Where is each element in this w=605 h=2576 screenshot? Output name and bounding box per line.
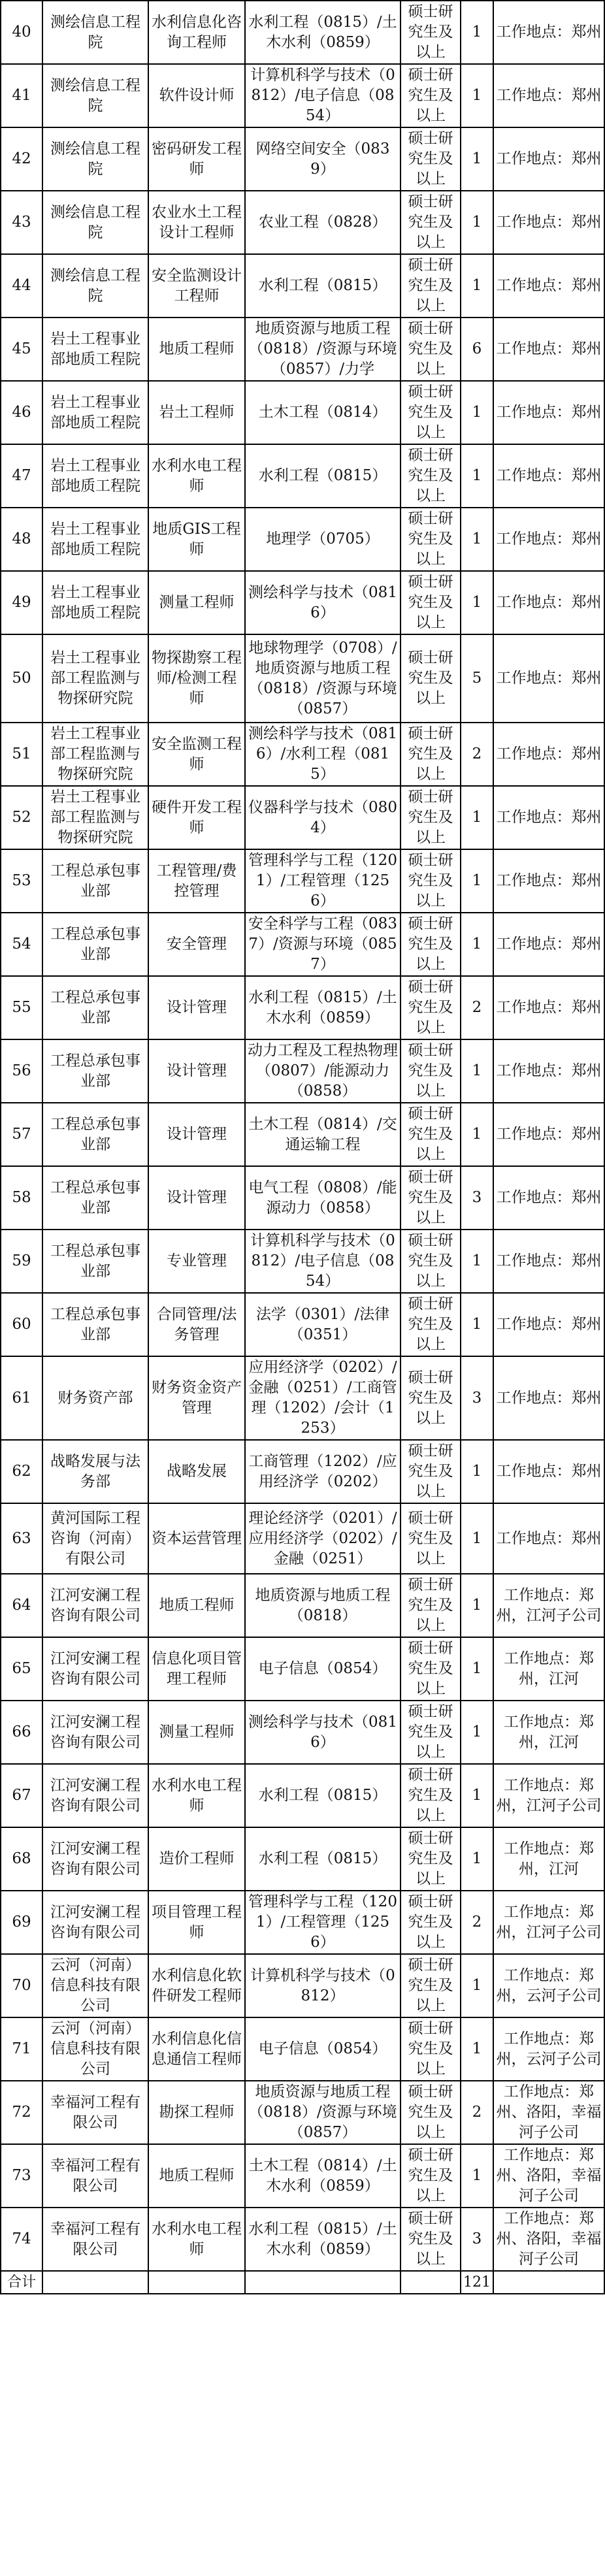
work-location-note: 工作地点：郑州、洛阳，幸福河子公司	[493, 2144, 604, 2208]
total-blank-cell	[401, 2271, 461, 2294]
headcount: 1	[461, 381, 493, 444]
work-location-note: 工作地点：郑州	[493, 571, 604, 634]
education-requirement: 硕士研究生及以上	[401, 318, 461, 381]
row-number: 40	[1, 1, 42, 64]
table-row	[1, 913, 604, 976]
headcount: 1	[461, 2017, 493, 2081]
work-location-note: 工作地点：郑州	[493, 723, 604, 786]
education-requirement: 硕士研究生及以上	[401, 444, 461, 508]
work-location-note: 工作地点：郑州	[493, 634, 604, 723]
unit-name: 江河安澜工程咨询有限公司	[42, 1574, 148, 1637]
unit-name: 幸福河工程有限公司	[42, 2081, 148, 2144]
post-name: 项目管理工程师	[148, 1891, 245, 1954]
major-requirement: 水利工程（0815）	[245, 1764, 401, 1827]
row-number: 68	[1, 1827, 42, 1891]
post-name: 地质工程师	[148, 318, 245, 381]
row-number: 49	[1, 571, 42, 634]
table-row	[1, 1356, 604, 1440]
table-row	[1, 2017, 604, 2081]
education-requirement: 硕士研究生及以上	[401, 634, 461, 723]
headcount: 1	[461, 1637, 493, 1701]
education-requirement: 硕士研究生及以上	[401, 2208, 461, 2271]
education-requirement: 硕士研究生及以上	[401, 913, 461, 976]
table-row	[1, 1, 604, 64]
work-location-note: 工作地点：郑州	[493, 318, 604, 381]
education-requirement: 硕士研究生及以上	[401, 1764, 461, 1827]
post-name: 硬件开发工程师	[148, 786, 245, 849]
headcount: 1	[461, 571, 493, 634]
unit-name: 云河（河南）信息科技有限公司	[42, 2017, 148, 2081]
table-row	[1, 1637, 604, 1701]
table-row	[1, 1954, 604, 2017]
row-number: 46	[1, 381, 42, 444]
major-requirement: 水利工程（0815）/土木水利（0859）	[245, 2208, 401, 2271]
major-requirement: 电气工程（0808）/能源动力（0858）	[245, 1166, 401, 1230]
major-requirement: 管理科学与工程（1201）/工程管理（1256）	[245, 849, 401, 913]
post-name: 物探勘察工程师/检测工程师	[148, 634, 245, 723]
row-number: 56	[1, 1039, 42, 1103]
post-name: 水利水电工程师	[148, 1764, 245, 1827]
work-location-note: 工作地点：郑州	[493, 444, 604, 508]
headcount: 1	[461, 1103, 493, 1166]
post-name: 资本运营管理	[148, 1503, 245, 1574]
row-number: 64	[1, 1574, 42, 1637]
work-location-note: 工作地点：郑州	[493, 1356, 604, 1440]
post-name: 测量工程师	[148, 1701, 245, 1764]
post-name: 安全管理	[148, 913, 245, 976]
work-location-note: 工作地点：郑州，江河	[493, 1637, 604, 1701]
unit-name: 岩土工程事业部工程监测与物探研究院	[42, 786, 148, 849]
unit-name: 岩土工程事业部工程监测与物探研究院	[42, 634, 148, 723]
work-location-note: 工作地点：郑州，江河	[493, 1827, 604, 1891]
post-name: 农业水土工程设计工程师	[148, 191, 245, 254]
total-blank-cell	[42, 2271, 148, 2294]
unit-name: 财务资产部	[42, 1356, 148, 1440]
total-label: 合计	[1, 2271, 42, 2294]
major-requirement: 水利工程（0815）	[245, 254, 401, 318]
headcount: 1	[461, 1827, 493, 1891]
education-requirement: 硕士研究生及以上	[401, 1891, 461, 1954]
work-location-note: 工作地点：郑州	[493, 1503, 604, 1574]
total-row	[1, 2271, 604, 2294]
education-requirement: 硕士研究生及以上	[401, 1103, 461, 1166]
headcount: 1	[461, 1503, 493, 1574]
unit-name: 工程总承包事业部	[42, 1103, 148, 1166]
major-requirement: 计算机科学与技术（0812）/电子信息（0854）	[245, 64, 401, 127]
education-requirement: 硕士研究生及以上	[401, 1230, 461, 1293]
major-requirement: 土木工程（0814）/土木水利（0859）	[245, 2144, 401, 2208]
major-requirement: 水利工程（0815）	[245, 1827, 401, 1891]
major-requirement: 水利工程（0815）/土木水利（0859）	[245, 1, 401, 64]
work-location-note: 工作地点：郑州	[493, 508, 604, 571]
headcount: 1	[461, 2144, 493, 2208]
row-number: 61	[1, 1356, 42, 1440]
headcount: 1	[461, 1954, 493, 2017]
work-location-note: 工作地点：郑州	[493, 1103, 604, 1166]
headcount: 2	[461, 976, 493, 1039]
work-location-note: 工作地点：郑州	[493, 976, 604, 1039]
education-requirement: 硕士研究生及以上	[401, 1166, 461, 1230]
headcount: 1	[461, 849, 493, 913]
unit-name: 江河安澜工程咨询有限公司	[42, 1891, 148, 1954]
table-row	[1, 444, 604, 508]
headcount: 1	[461, 1230, 493, 1293]
row-number: 57	[1, 1103, 42, 1166]
table-row	[1, 1503, 604, 1574]
education-requirement: 硕士研究生及以上	[401, 1827, 461, 1891]
unit-name: 岩土工程事业部工程监测与物探研究院	[42, 723, 148, 786]
work-location-note: 工作地点：郑州、洛阳，幸福河子公司	[493, 2208, 604, 2271]
unit-name: 幸福河工程有限公司	[42, 2208, 148, 2271]
work-location-note: 工作地点：郑州	[493, 127, 604, 191]
work-location-note: 工作地点：郑州	[493, 1440, 604, 1503]
unit-name: 工程总承包事业部	[42, 1166, 148, 1230]
post-name: 财务资金资产管理	[148, 1356, 245, 1440]
post-name: 安全监测设计工程师	[148, 254, 245, 318]
headcount: 1	[461, 913, 493, 976]
major-requirement: 测绘科学与技术（0816）/水利工程（0815）	[245, 723, 401, 786]
row-number: 62	[1, 1440, 42, 1503]
table-row	[1, 318, 604, 381]
headcount: 3	[461, 2208, 493, 2271]
work-location-note: 工作地点：郑州，江河子公司	[493, 1574, 604, 1637]
table-row	[1, 976, 604, 1039]
row-number: 41	[1, 64, 42, 127]
education-requirement: 硕士研究生及以上	[401, 1039, 461, 1103]
unit-name: 工程总承包事业部	[42, 1039, 148, 1103]
major-requirement: 水利工程（0815）/土木水利（0859）	[245, 976, 401, 1039]
post-name: 安全监测工程师	[148, 723, 245, 786]
post-name: 造价工程师	[148, 1827, 245, 1891]
post-name: 地质工程师	[148, 1574, 245, 1637]
headcount: 1	[461, 191, 493, 254]
table-row	[1, 1764, 604, 1827]
unit-name: 工程总承包事业部	[42, 849, 148, 913]
post-name: 专业管理	[148, 1230, 245, 1293]
row-number: 54	[1, 913, 42, 976]
table-row	[1, 64, 604, 127]
headcount: 1	[461, 1764, 493, 1827]
unit-name: 云河（河南）信息科技有限公司	[42, 1954, 148, 2017]
table-row	[1, 2144, 604, 2208]
major-requirement: 法学（0301）/法律（0351）	[245, 1293, 401, 1356]
work-location-note: 工作地点：郑州	[493, 254, 604, 318]
work-location-note: 工作地点：郑州	[493, 849, 604, 913]
total-blank-cell	[148, 2271, 245, 2294]
post-name: 水利水电工程师	[148, 444, 245, 508]
work-location-note: 工作地点：郑州	[493, 913, 604, 976]
education-requirement: 硕士研究生及以上	[401, 1293, 461, 1356]
education-requirement: 硕士研究生及以上	[401, 2081, 461, 2144]
major-requirement: 电子信息（0854）	[245, 2017, 401, 2081]
post-name: 工程管理/费控管理	[148, 849, 245, 913]
row-number: 51	[1, 723, 42, 786]
table-row	[1, 786, 604, 849]
table-row	[1, 571, 604, 634]
major-requirement: 理论经济学（0201）/应用经济学（0202）/金融（0251）	[245, 1503, 401, 1574]
unit-name: 幸福河工程有限公司	[42, 2144, 148, 2208]
unit-name: 岩土工程事业部地质工程院	[42, 381, 148, 444]
work-location-note: 工作地点：郑州，云河子公司	[493, 2017, 604, 2081]
post-name: 水利信息化咨询工程师	[148, 1, 245, 64]
row-number: 48	[1, 508, 42, 571]
major-requirement: 工商管理（1202）/应用经济学（0202）	[245, 1440, 401, 1503]
education-requirement: 硕士研究生及以上	[401, 1954, 461, 2017]
work-location-note: 工作地点：郑州	[493, 1230, 604, 1293]
major-requirement: 地质资源与地质工程（0818）	[245, 1574, 401, 1637]
post-name: 软件设计师	[148, 64, 245, 127]
row-number: 67	[1, 1764, 42, 1827]
post-name: 战略发展	[148, 1440, 245, 1503]
headcount: 1	[461, 1574, 493, 1637]
post-name: 设计管理	[148, 976, 245, 1039]
row-number: 50	[1, 634, 42, 723]
headcount: 1	[461, 254, 493, 318]
major-requirement: 动力工程及工程热物理（0807）/能源动力（0858）	[245, 1039, 401, 1103]
post-name: 水利信息化信息通信工程师	[148, 2017, 245, 2081]
unit-name: 测绘信息工程院	[42, 191, 148, 254]
major-requirement: 水利工程（0815）	[245, 444, 401, 508]
table-row	[1, 254, 604, 318]
total-count: 121	[461, 2271, 493, 2294]
row-number: 45	[1, 318, 42, 381]
major-requirement: 地质资源与地质工程（0818）/资源与环境（0857）/力学	[245, 318, 401, 381]
table-row	[1, 1039, 604, 1103]
education-requirement: 硕士研究生及以上	[401, 64, 461, 127]
work-location-note: 工作地点：郑州	[493, 381, 604, 444]
row-number: 52	[1, 786, 42, 849]
post-name: 信息化项目管理工程师	[148, 1637, 245, 1701]
table-row	[1, 723, 604, 786]
headcount: 1	[461, 1039, 493, 1103]
major-requirement: 网络空间安全（0839）	[245, 127, 401, 191]
education-requirement: 硕士研究生及以上	[401, 508, 461, 571]
major-requirement: 地理学（0705）	[245, 508, 401, 571]
headcount: 1	[461, 444, 493, 508]
post-name: 勘探工程师	[148, 2081, 245, 2144]
post-name: 地质GIS工程师	[148, 508, 245, 571]
row-number: 55	[1, 976, 42, 1039]
education-requirement: 硕士研究生及以上	[401, 254, 461, 318]
work-location-note: 工作地点：郑州	[493, 1, 604, 64]
table-body	[1, 1, 604, 2294]
headcount: 2	[461, 2081, 493, 2144]
table-row	[1, 2081, 604, 2144]
major-requirement: 应用经济学（0202）/金融（0251）/工商管理（1202）/会计（1253）	[245, 1356, 401, 1440]
table-row	[1, 1103, 604, 1166]
row-number: 63	[1, 1503, 42, 1574]
education-requirement: 硕士研究生及以上	[401, 1701, 461, 1764]
row-number: 42	[1, 127, 42, 191]
unit-name: 工程总承包事业部	[42, 976, 148, 1039]
table-row	[1, 1293, 604, 1356]
unit-name: 战略发展与法务部	[42, 1440, 148, 1503]
education-requirement: 硕士研究生及以上	[401, 1, 461, 64]
headcount: 1	[461, 508, 493, 571]
work-location-note: 工作地点：郑州	[493, 1039, 604, 1103]
row-number: 59	[1, 1230, 42, 1293]
row-number: 73	[1, 2144, 42, 2208]
headcount: 5	[461, 634, 493, 723]
unit-name: 测绘信息工程院	[42, 254, 148, 318]
row-number: 74	[1, 2208, 42, 2271]
major-requirement: 地球物理学（0708）/地质资源与地质工程（0818）/资源与环境（0857）	[245, 634, 401, 723]
major-requirement: 测绘科学与技术（0816）	[245, 1701, 401, 1764]
total-blank-cell	[245, 2271, 401, 2294]
major-requirement: 电子信息（0854）	[245, 1637, 401, 1701]
headcount: 1	[461, 1293, 493, 1356]
table-row	[1, 849, 604, 913]
work-location-note: 工作地点：郑州，江河子公司	[493, 1891, 604, 1954]
headcount: 3	[461, 1356, 493, 1440]
unit-name: 测绘信息工程院	[42, 127, 148, 191]
row-number: 53	[1, 849, 42, 913]
work-location-note: 工作地点：郑州	[493, 1293, 604, 1356]
work-location-note: 工作地点：郑州	[493, 191, 604, 254]
major-requirement: 农业工程（0828）	[245, 191, 401, 254]
headcount: 1	[461, 127, 493, 191]
row-number: 60	[1, 1293, 42, 1356]
unit-name: 岩土工程事业部地质工程院	[42, 508, 148, 571]
headcount: 1	[461, 1, 493, 64]
headcount: 1	[461, 786, 493, 849]
headcount: 1	[461, 1440, 493, 1503]
education-requirement: 硕士研究生及以上	[401, 1637, 461, 1701]
major-requirement: 安全科学与工程（0837）/资源与环境（0857）	[245, 913, 401, 976]
row-number: 58	[1, 1166, 42, 1230]
post-name: 设计管理	[148, 1039, 245, 1103]
unit-name: 江河安澜工程咨询有限公司	[42, 1764, 148, 1827]
post-name: 设计管理	[148, 1166, 245, 1230]
unit-name: 江河安澜工程咨询有限公司	[42, 1637, 148, 1701]
table-row	[1, 508, 604, 571]
post-name: 水利水电工程师	[148, 2208, 245, 2271]
education-requirement: 硕士研究生及以上	[401, 2017, 461, 2081]
table-row	[1, 191, 604, 254]
unit-name: 岩土工程事业部地质工程院	[42, 571, 148, 634]
education-requirement: 硕士研究生及以上	[401, 976, 461, 1039]
education-requirement: 硕士研究生及以上	[401, 2144, 461, 2208]
education-requirement: 硕士研究生及以上	[401, 849, 461, 913]
table-row	[1, 1166, 604, 1230]
major-requirement: 测绘科学与技术（0816）	[245, 571, 401, 634]
post-name: 测量工程师	[148, 571, 245, 634]
table-row	[1, 1230, 604, 1293]
post-name: 地质工程师	[148, 2144, 245, 2208]
post-name: 合同管理/法务管理	[148, 1293, 245, 1356]
table-row	[1, 127, 604, 191]
major-requirement: 土木工程（0814）/交通运输工程	[245, 1103, 401, 1166]
headcount: 2	[461, 1891, 493, 1954]
work-location-note: 工作地点：郑州	[493, 786, 604, 849]
unit-name: 工程总承包事业部	[42, 1230, 148, 1293]
post-name: 密码研发工程师	[148, 127, 245, 191]
unit-name: 测绘信息工程院	[42, 64, 148, 127]
table-row	[1, 1701, 604, 1764]
headcount: 2	[461, 723, 493, 786]
headcount: 3	[461, 1166, 493, 1230]
work-location-note: 工作地点：郑州	[493, 1166, 604, 1230]
table-row	[1, 1574, 604, 1637]
row-number: 70	[1, 1954, 42, 2017]
post-name: 岩土工程师	[148, 381, 245, 444]
work-location-note: 工作地点：郑州、洛阳，幸福河子公司	[493, 2081, 604, 2144]
table-row	[1, 381, 604, 444]
major-requirement: 管理科学与工程（1201）/工程管理（1256）	[245, 1891, 401, 1954]
table-row	[1, 634, 604, 723]
post-name: 水利信息化软件研发工程师	[148, 1954, 245, 2017]
total-blank-cell	[493, 2271, 604, 2294]
row-number: 69	[1, 1891, 42, 1954]
education-requirement: 硕士研究生及以上	[401, 1440, 461, 1503]
major-requirement: 计算机科学与技术（0812）/电子信息（0854）	[245, 1230, 401, 1293]
unit-name: 测绘信息工程院	[42, 1, 148, 64]
education-requirement: 硕士研究生及以上	[401, 1503, 461, 1574]
row-number: 71	[1, 2017, 42, 2081]
unit-name: 黄河国际工程咨询（河南）有限公司	[42, 1503, 148, 1574]
education-requirement: 硕士研究生及以上	[401, 381, 461, 444]
major-requirement: 地质资源与地质工程（0818）/资源与环境（0857）	[245, 2081, 401, 2144]
unit-name: 江河安澜工程咨询有限公司	[42, 1827, 148, 1891]
post-name: 设计管理	[148, 1103, 245, 1166]
row-number: 65	[1, 1637, 42, 1701]
major-requirement: 计算机科学与技术（0812）	[245, 1954, 401, 2017]
education-requirement: 硕士研究生及以上	[401, 1574, 461, 1637]
table-row	[1, 2208, 604, 2271]
major-requirement: 仪器科学与技术（0804）	[245, 786, 401, 849]
work-location-note: 工作地点：郑州，江河子公司	[493, 1764, 604, 1827]
education-requirement: 硕士研究生及以上	[401, 191, 461, 254]
education-requirement: 硕士研究生及以上	[401, 127, 461, 191]
headcount: 6	[461, 318, 493, 381]
education-requirement: 硕士研究生及以上	[401, 723, 461, 786]
headcount: 1	[461, 64, 493, 127]
table-row	[1, 1891, 604, 1954]
headcount: 1	[461, 1701, 493, 1764]
education-requirement: 硕士研究生及以上	[401, 571, 461, 634]
table-row	[1, 1827, 604, 1891]
unit-name: 岩土工程事业部地质工程院	[42, 444, 148, 508]
unit-name: 江河安澜工程咨询有限公司	[42, 1701, 148, 1764]
unit-name: 岩土工程事业部地质工程院	[42, 318, 148, 381]
row-number: 44	[1, 254, 42, 318]
education-requirement: 硕士研究生及以上	[401, 786, 461, 849]
work-location-note: 工作地点：郑州，云河子公司	[493, 1954, 604, 2017]
row-number: 47	[1, 444, 42, 508]
major-requirement: 土木工程（0814）	[245, 381, 401, 444]
row-number: 66	[1, 1701, 42, 1764]
work-location-note: 工作地点：郑州，江河	[493, 1701, 604, 1764]
row-number: 72	[1, 2081, 42, 2144]
education-requirement: 硕士研究生及以上	[401, 1356, 461, 1440]
work-location-note: 工作地点：郑州	[493, 64, 604, 127]
unit-name: 工程总承包事业部	[42, 1293, 148, 1356]
unit-name: 工程总承包事业部	[42, 913, 148, 976]
row-number: 43	[1, 191, 42, 254]
table-row	[1, 1440, 604, 1503]
